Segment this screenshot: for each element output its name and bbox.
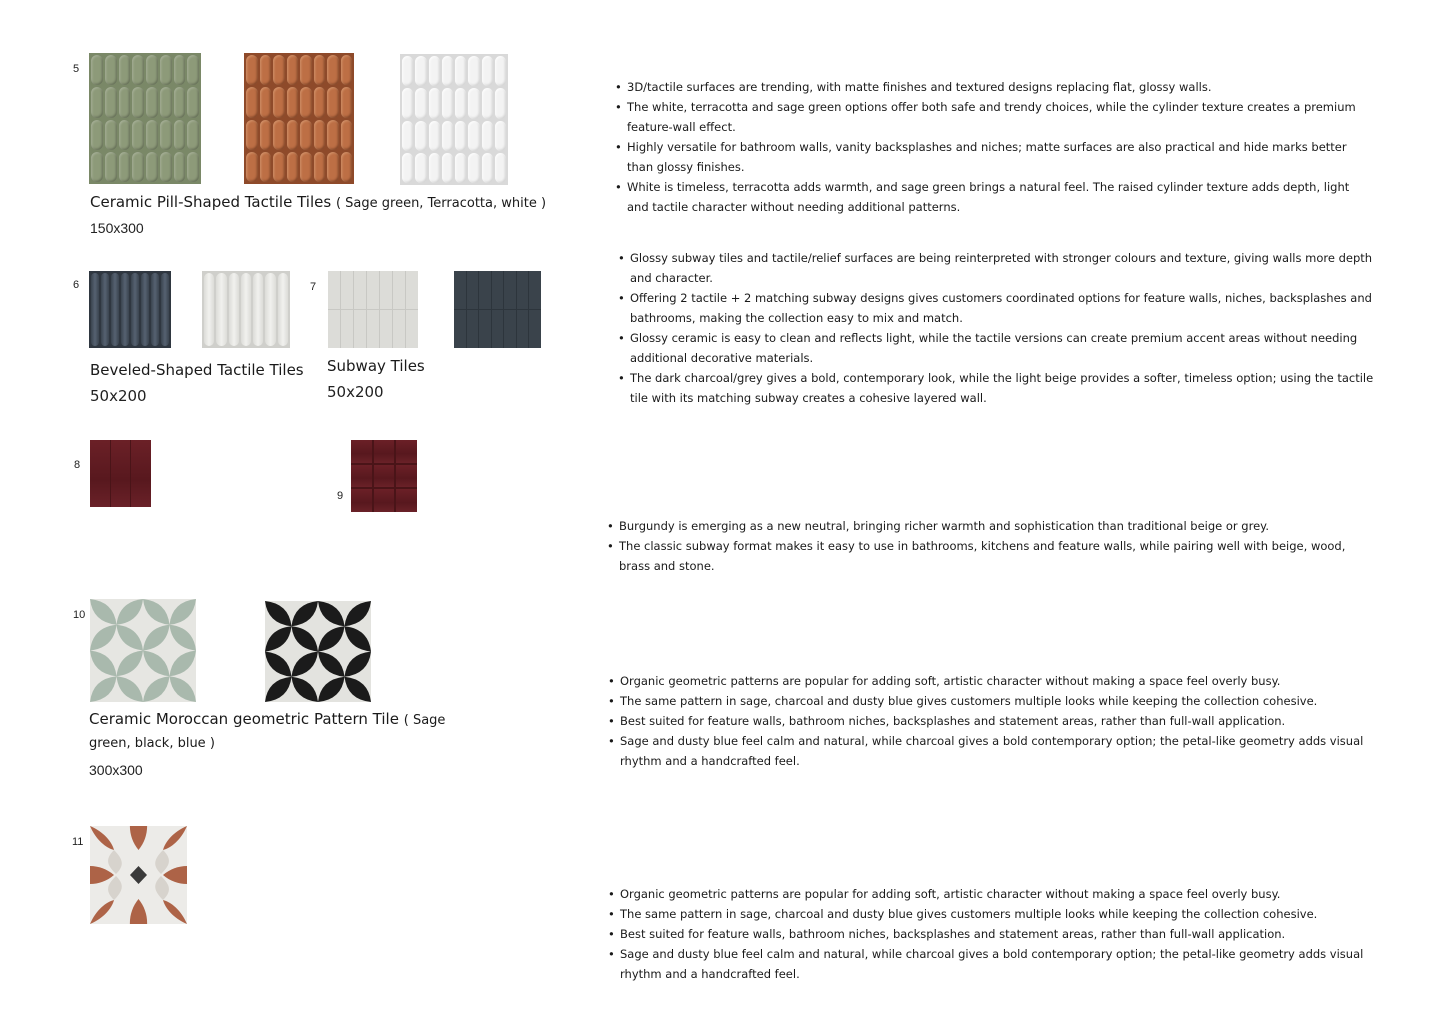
petal-shape bbox=[143, 625, 170, 651]
tile-cell bbox=[406, 271, 418, 309]
list-item: • Best suited for feature walls, bathroom niches, backsplashes and statement areas, rather than full-wall application. bbox=[608, 924, 1368, 944]
tile-cell bbox=[415, 121, 426, 151]
tile-cell bbox=[482, 153, 493, 183]
tile-cell bbox=[442, 153, 453, 183]
tile-cell bbox=[174, 152, 186, 182]
petal-shape bbox=[318, 601, 345, 626]
tile-cell bbox=[402, 153, 413, 183]
tile-cell bbox=[160, 55, 172, 85]
tile-cell bbox=[151, 273, 159, 346]
petal-shape bbox=[117, 676, 144, 702]
tile-cell bbox=[396, 465, 417, 488]
petal-shape bbox=[170, 651, 197, 677]
tile-cell bbox=[482, 121, 493, 151]
petal-shape bbox=[170, 676, 197, 702]
tile-cell bbox=[415, 88, 426, 118]
item-number-7: 7 bbox=[310, 281, 317, 293]
tile-cell bbox=[314, 55, 326, 85]
tile-cell bbox=[415, 153, 426, 183]
tile-cell bbox=[314, 120, 326, 150]
tile-cell bbox=[246, 87, 258, 117]
tile-cell bbox=[327, 55, 339, 85]
petal-shape bbox=[117, 599, 144, 625]
list-item: • The white, terracotta and sage green options offer both safe and trendy choices, while the cylinder texture creates a premium feature-wall effect. bbox=[615, 97, 1365, 137]
tile-cell bbox=[241, 273, 251, 346]
list-item: • Organic geometric patterns are popular for adding soft, artistic character without making a space feel overly busy. bbox=[608, 884, 1368, 904]
tile-cell bbox=[300, 120, 312, 150]
tile-cell bbox=[300, 55, 312, 85]
list-item: • Sage and dusty blue feel calm and natural, while charcoal gives a bold contemporary option; the petal-like geometry adds visual rhythm and a handcrafted feel. bbox=[608, 731, 1368, 771]
petal-shape bbox=[345, 626, 372, 651]
tile-cell bbox=[119, 55, 131, 85]
tile-cell bbox=[187, 120, 199, 150]
tile-cell bbox=[174, 120, 186, 150]
sage-pattern-tile-image bbox=[90, 599, 196, 702]
tile-cell bbox=[131, 440, 151, 507]
list-item: • The same pattern in sage, charcoal and dusty blue gives customers multiple looks while keeping the collection cohesive. bbox=[608, 904, 1368, 924]
tile-cell bbox=[101, 273, 109, 346]
product-title-moroccan bbox=[89, 710, 445, 728]
tile-cell bbox=[467, 310, 479, 348]
tile-cell bbox=[105, 120, 117, 150]
tile-cell bbox=[146, 152, 158, 182]
list-item: • Best suited for feature walls, bathroom niches, backsplashes and statement areas, rather than full-wall application. bbox=[608, 711, 1368, 731]
tile-cell bbox=[374, 440, 395, 463]
tile-cell bbox=[402, 121, 413, 151]
tile-cell bbox=[314, 87, 326, 117]
tile-cell bbox=[517, 271, 529, 309]
petal-shape bbox=[265, 677, 292, 702]
tile-cell bbox=[468, 88, 479, 118]
product-size-moroccan: 300x300 bbox=[89, 762, 143, 778]
tile-cell bbox=[187, 152, 199, 182]
tile-cell bbox=[204, 273, 214, 346]
list-item: • Glossy ceramic is easy to clean and reflects light, while the tactile versions can create premium accent areas without needing additional decorative materials. bbox=[618, 328, 1378, 368]
list-item: • Sage and dusty blue feel calm and natural, while charcoal gives a bold contemporary option; the petal-like geometry adds visual rhythm and a handcrafted feel. bbox=[608, 944, 1368, 984]
tile-cell bbox=[121, 273, 129, 346]
tile-cell bbox=[393, 310, 405, 348]
tile-cell bbox=[246, 120, 258, 150]
tile-cell bbox=[393, 271, 405, 309]
petal-shape bbox=[117, 651, 144, 677]
product-title-subway: Subway Tiles bbox=[327, 357, 425, 375]
list-item: • The dark charcoal/grey gives a bold, contemporary look, while the light beige provides a softer, timeless option; using the tactile tile with its matching subway creates a cohesive layered wall. bbox=[618, 368, 1378, 408]
tile-cell bbox=[91, 55, 103, 85]
tile-cell bbox=[119, 120, 131, 150]
tile-cell bbox=[187, 55, 199, 85]
tile-cell bbox=[495, 88, 506, 118]
tile-cell bbox=[174, 87, 186, 117]
tile-cell bbox=[467, 271, 479, 309]
bullet-list-10 bbox=[608, 671, 1368, 771]
tile-cell bbox=[468, 56, 479, 86]
tile-cell bbox=[341, 55, 353, 85]
tile-cell bbox=[229, 273, 239, 346]
product-title-moroccan-colors-b: green, black, blue ) bbox=[89, 736, 215, 751]
tile-cell bbox=[442, 121, 453, 151]
tile-cell bbox=[132, 87, 144, 117]
tile-cell bbox=[341, 310, 353, 348]
burgundy-subway-tile-image bbox=[90, 440, 151, 507]
tile-cell bbox=[273, 55, 285, 85]
petal-shape bbox=[90, 676, 117, 702]
list-item: • Burgundy is emerging as a new neutral, bringing richer warmth and sophistication than traditional beige or grey. bbox=[607, 516, 1377, 536]
tile-cell bbox=[374, 465, 395, 488]
tile-cell bbox=[479, 310, 491, 348]
tile-cell bbox=[111, 273, 119, 346]
tile-cell bbox=[273, 152, 285, 182]
tile-cell bbox=[246, 152, 258, 182]
tile-cell bbox=[468, 121, 479, 151]
tile-cell bbox=[495, 121, 506, 151]
list-item: • The same pattern in sage, charcoal and dusty blue gives customers multiple looks while keeping the collection cohesive. bbox=[608, 691, 1368, 711]
tile-cell bbox=[300, 87, 312, 117]
tile-cell bbox=[119, 87, 131, 117]
black-petal-pattern bbox=[265, 601, 371, 702]
tile-cell bbox=[216, 273, 226, 346]
list-item: • Organic geometric patterns are popular for adding soft, artistic character without making a space feel overly busy. bbox=[608, 671, 1368, 691]
tile-cell bbox=[504, 310, 516, 348]
tile-cell bbox=[105, 152, 117, 182]
tile-cell bbox=[482, 88, 493, 118]
tile-cell bbox=[300, 152, 312, 182]
tile-cell bbox=[105, 55, 117, 85]
tile-cell bbox=[429, 88, 440, 118]
tile-cell bbox=[482, 56, 493, 86]
tile-cell bbox=[380, 310, 392, 348]
tile-cell bbox=[287, 152, 299, 182]
tile-cell bbox=[495, 153, 506, 183]
terracotta-pattern-tile-image bbox=[90, 826, 187, 924]
tile-cell bbox=[146, 87, 158, 117]
list-item: • White is timeless, terracotta adds warmth, and sage green brings a natural feel. The raised cylinder texture adds depth, light and tactile character without needing additional patterns. bbox=[615, 177, 1365, 217]
product-size-beveled: 50x200 bbox=[90, 387, 147, 405]
tile-cell bbox=[374, 489, 395, 512]
product-title-beveled: Beveled-Shaped Tactile Tiles bbox=[90, 361, 304, 379]
product-title-pill bbox=[90, 193, 546, 211]
petal-shape bbox=[170, 625, 197, 651]
tile-cell bbox=[367, 271, 379, 309]
petal-shape bbox=[90, 651, 117, 677]
product-title-moroccan-colors-a: ( Sage bbox=[403, 713, 446, 728]
petal-shape bbox=[265, 652, 292, 677]
petal-shape bbox=[117, 625, 144, 651]
tile-cell bbox=[246, 55, 258, 85]
white-pill-tile-image bbox=[400, 54, 508, 185]
tile-cell bbox=[328, 271, 340, 309]
tile-cell bbox=[380, 271, 392, 309]
petal-shape bbox=[170, 599, 197, 625]
tile-cell bbox=[354, 271, 366, 309]
tile-cell bbox=[529, 271, 541, 309]
tile-cell bbox=[442, 88, 453, 118]
light-beveled-tile-image bbox=[202, 271, 290, 348]
terracotta-petal-pattern bbox=[90, 826, 187, 924]
tile-cell bbox=[131, 273, 139, 346]
list-item: • Glossy subway tiles and tactile/relief surfaces are being reinterpreted with stronger colours and texture, giving walls more depth and character. bbox=[618, 248, 1378, 288]
tile-cell bbox=[455, 56, 466, 86]
petal-shape bbox=[265, 601, 292, 626]
list-item: • 3D/tactile surfaces are trending, with matte finishes and textured designs replacing flat, glossy walls. bbox=[615, 77, 1365, 97]
product-title-moroccan-name: Ceramic Moroccan geometric Pattern Tile bbox=[89, 710, 399, 728]
tile-cell bbox=[111, 440, 131, 507]
tile-cell bbox=[402, 88, 413, 118]
tile-cell bbox=[351, 440, 372, 463]
tile-cell bbox=[141, 273, 149, 346]
petal-shape bbox=[318, 677, 345, 702]
tile-cell bbox=[429, 56, 440, 86]
tile-cell bbox=[341, 271, 353, 309]
tile-cell bbox=[492, 271, 504, 309]
tile-cell bbox=[495, 56, 506, 86]
light-subway-tile-image bbox=[328, 271, 418, 348]
petal-shape bbox=[265, 626, 292, 651]
product-title-pill-name: Ceramic Pill-Shaped Tactile Tiles bbox=[90, 193, 332, 211]
tile-cell bbox=[187, 87, 199, 117]
tile-cell bbox=[327, 87, 339, 117]
tile-cell bbox=[160, 152, 172, 182]
tile-cell bbox=[327, 152, 339, 182]
tile-cell bbox=[253, 273, 263, 346]
tile-cell bbox=[174, 55, 186, 85]
tile-cell bbox=[396, 489, 417, 512]
tile-cell bbox=[529, 310, 541, 348]
tile-cell bbox=[328, 310, 340, 348]
item-number-5: 5 bbox=[73, 63, 80, 75]
tile-cell bbox=[492, 310, 504, 348]
bullet-list-8-9 bbox=[607, 516, 1377, 576]
tile-cell bbox=[260, 120, 272, 150]
product-size-pill: 150x300 bbox=[90, 220, 144, 236]
list-item: • Offering 2 tactile + 2 matching subway designs gives customers coordinated options for feature walls, niches, backsplashes and bathrooms, making the collection easy to mix and match. bbox=[618, 288, 1378, 328]
tile-cell bbox=[341, 152, 353, 182]
tile-cell bbox=[273, 120, 285, 150]
tile-cell bbox=[146, 120, 158, 150]
tile-cell bbox=[161, 273, 169, 346]
tile-cell bbox=[504, 271, 516, 309]
petal-shape bbox=[143, 676, 170, 702]
tile-cell bbox=[91, 87, 103, 117]
tile-cell bbox=[287, 87, 299, 117]
tile-cell bbox=[517, 310, 529, 348]
petal-shape bbox=[292, 652, 319, 677]
tile-cell bbox=[91, 273, 99, 346]
tile-cell bbox=[273, 87, 285, 117]
petal-shape bbox=[292, 601, 319, 626]
list-item: • The classic subway format makes it easy to use in bathrooms, kitchens and feature walls, while pairing well with beige, wood, brass and stone. bbox=[607, 536, 1377, 576]
tile-cell bbox=[402, 56, 413, 86]
tile-cell bbox=[105, 87, 117, 117]
tile-cell bbox=[132, 152, 144, 182]
tile-cell bbox=[91, 152, 103, 182]
tile-cell bbox=[341, 120, 353, 150]
sage-pill-tile-image bbox=[89, 53, 201, 184]
tile-cell bbox=[351, 489, 372, 512]
item-number-9: 9 bbox=[337, 490, 344, 502]
tile-cell bbox=[455, 153, 466, 183]
burgundy-grid-tile-image bbox=[351, 440, 417, 512]
tile-cell bbox=[119, 152, 131, 182]
petal-shape bbox=[345, 601, 372, 626]
tile-cell bbox=[442, 56, 453, 86]
tile-cell bbox=[327, 120, 339, 150]
tile-cell bbox=[455, 121, 466, 151]
item-number-6: 6 bbox=[73, 279, 80, 291]
tile-cell bbox=[260, 87, 272, 117]
petal-shape bbox=[318, 626, 345, 651]
tile-cell bbox=[367, 310, 379, 348]
tile-cell bbox=[406, 310, 418, 348]
tile-cell bbox=[314, 152, 326, 182]
tile-cell bbox=[454, 271, 466, 309]
tile-cell bbox=[132, 120, 144, 150]
tile-cell bbox=[287, 120, 299, 150]
tile-cell bbox=[287, 55, 299, 85]
terracotta-pill-tile-image bbox=[244, 53, 354, 184]
tile-cell bbox=[146, 55, 158, 85]
tile-cell bbox=[91, 120, 103, 150]
petal-shape bbox=[345, 677, 372, 702]
tile-cell bbox=[260, 55, 272, 85]
list-item: • Highly versatile for bathroom walls, vanity backsplashes and niches; matte surfaces are also practical and hide marks better than glossy finishes. bbox=[615, 137, 1365, 177]
bullet-list-6-7 bbox=[618, 248, 1378, 408]
item-number-11: 11 bbox=[72, 836, 84, 848]
tile-cell bbox=[260, 152, 272, 182]
tile-cell bbox=[455, 88, 466, 118]
charcoal-beveled-tile-image bbox=[89, 271, 171, 348]
black-pattern-tile-image bbox=[265, 601, 371, 702]
petal-shape bbox=[345, 652, 372, 677]
tile-cell bbox=[479, 271, 491, 309]
petal-shape bbox=[318, 652, 345, 677]
tile-cell bbox=[278, 273, 288, 346]
tile-cell bbox=[396, 440, 417, 463]
tile-cell bbox=[160, 120, 172, 150]
tile-cell bbox=[429, 121, 440, 151]
tile-cell bbox=[429, 153, 440, 183]
tile-cell bbox=[468, 153, 479, 183]
tile-cell bbox=[90, 440, 110, 507]
bullet-list-5 bbox=[615, 77, 1365, 217]
tile-cell bbox=[415, 56, 426, 86]
tile-cell bbox=[354, 310, 366, 348]
petal-shape bbox=[143, 651, 170, 677]
item-number-8: 8 bbox=[74, 459, 81, 471]
petal-shape bbox=[143, 599, 170, 625]
sage-petal-pattern bbox=[90, 599, 196, 702]
item-number-10: 10 bbox=[73, 609, 86, 621]
petal-shape bbox=[292, 626, 319, 651]
petal-shape bbox=[292, 677, 319, 702]
tile-cell bbox=[341, 87, 353, 117]
bullet-list-11 bbox=[608, 884, 1368, 984]
tile-cell bbox=[265, 273, 275, 346]
tile-cell bbox=[132, 55, 144, 85]
dark-subway-tile-image bbox=[454, 271, 541, 348]
petal-shape bbox=[90, 599, 117, 625]
petal-shape bbox=[90, 625, 117, 651]
product-size-subway: 50x200 bbox=[327, 383, 384, 401]
tile-cell bbox=[160, 87, 172, 117]
tile-cell bbox=[454, 310, 466, 348]
tile-cell bbox=[351, 465, 372, 488]
product-title-pill-colors: ( Sage green, Terracotta, white ) bbox=[335, 196, 547, 211]
